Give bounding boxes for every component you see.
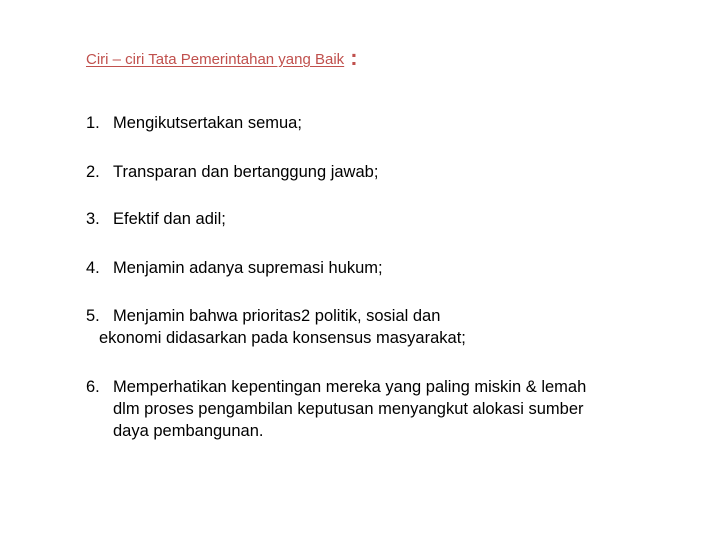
slide-title-text: Ciri – ciri Tata Pemerintahan yang Baik [86,51,345,68]
list-item-5 [86,305,696,349]
list-item-text-continued: ekonomi didasarkan pada konsensus masyarakat; [99,329,466,347]
list-item-text-continued: dlm proses pengambilan keputusan menyangkut alokasi sumber [113,400,584,418]
list-item-text: Mengikutsertakan semua; [113,114,302,132]
list-item-number: 6. [86,378,100,396]
list-item-number: 1. [86,114,100,132]
list-item-number: 4. [86,259,100,277]
list-item-number: 5. [86,307,100,325]
list-item-text: Menjamin adanya supremasi hukum; [113,259,383,277]
list-item-3 [86,208,696,230]
list-item-4 [86,257,696,279]
list-item-2 [86,161,696,183]
list-item-text-continued: daya pembangunan. [113,422,264,440]
slide-title [86,44,358,70]
list-item-text: Memperhatikan kepentingan mereka yang paling miskin & lemah [113,378,587,396]
list-item-6 [86,376,696,442]
slide-title-colon: : [350,45,358,70]
list-item-text: Menjamin bahwa prioritas2 politik, sosial dan [113,307,441,325]
list-item-text: Efektif dan adil; [113,210,226,228]
list-item-number: 3. [86,210,100,228]
list-item-text: Transparan dan bertanggung jawab; [113,163,379,181]
list-item-1 [86,112,696,134]
list-item-number: 2. [86,163,100,181]
